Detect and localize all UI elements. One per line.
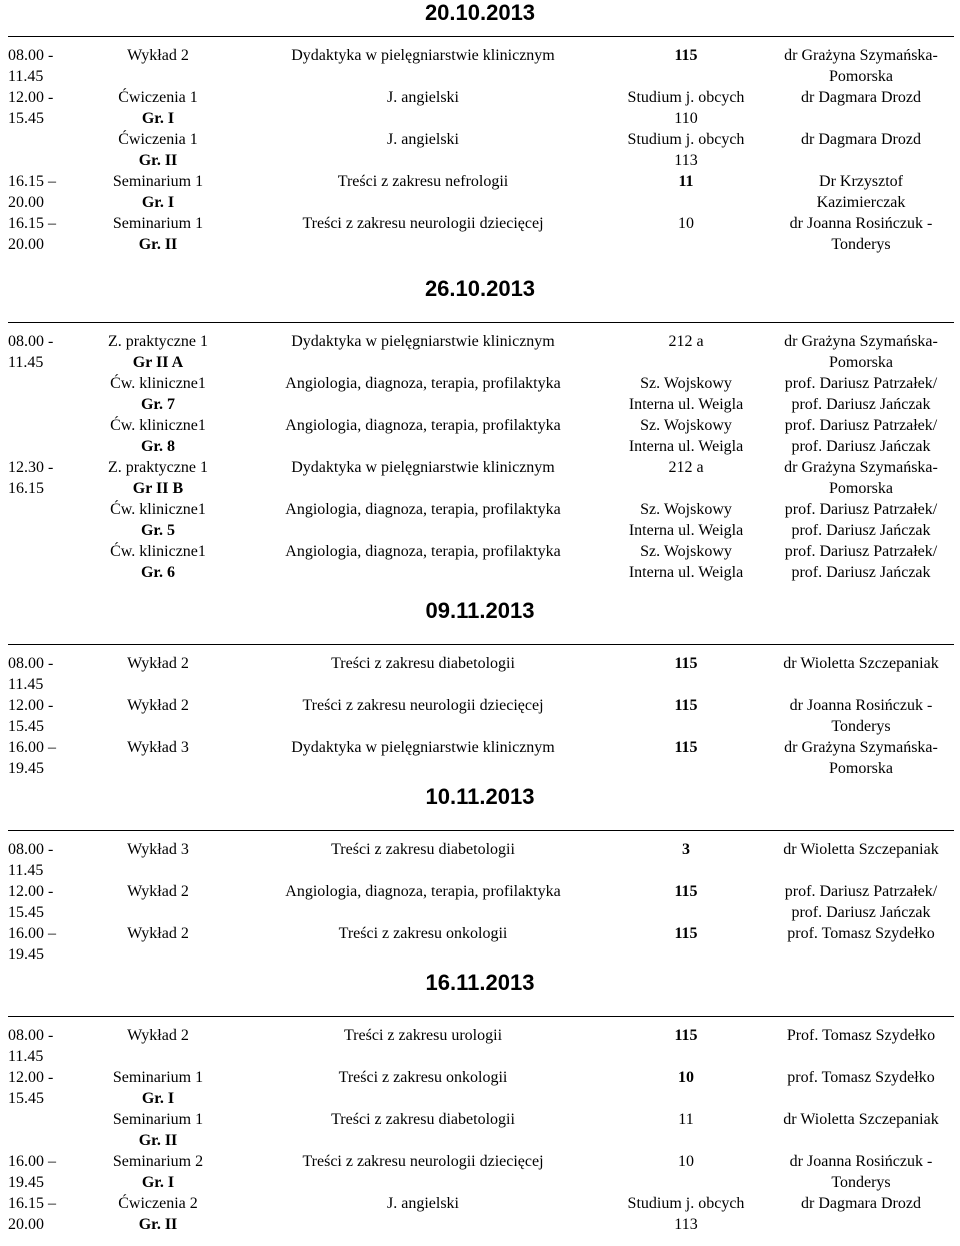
class-type-cell	[88, 1151, 228, 1193]
class-type-cell-line: Z. praktyczne 1	[108, 459, 208, 476]
room-cell	[606, 457, 766, 478]
subject-cell: Treści z zakresu diabetologii	[331, 1111, 515, 1128]
teacher-cell-line: prof. Tomasz Szydełko	[787, 925, 935, 942]
class-type-cell	[88, 171, 228, 213]
subject-cell: Treści z zakresu neurologii dziecięcej	[302, 697, 544, 714]
teacher-cell	[766, 45, 956, 87]
time-cell-line: 16.00 –	[8, 925, 56, 942]
room-cell-line: 10	[678, 215, 694, 232]
room-cell-line: 3	[682, 841, 690, 858]
teacher-cell-line: Pomorska	[829, 480, 893, 497]
teacher-cell	[766, 1151, 956, 1193]
class-type-cell	[88, 331, 228, 373]
room-cell	[606, 541, 766, 583]
time-cell	[8, 213, 78, 255]
subject-cell: Treści z zakresu diabetologii	[331, 655, 515, 672]
date-heading: 20.10.2013	[424, 0, 536, 25]
schedule-block	[8, 36, 954, 253]
teacher-cell	[766, 129, 956, 150]
teacher-cell	[766, 1067, 956, 1088]
teacher-cell-line: prof. Dariusz Jańczak	[791, 522, 931, 539]
class-type-cell-line: Wykład 2	[127, 883, 189, 900]
class-type-cell-line: Gr. I	[141, 110, 175, 127]
room-cell-line: 110	[674, 110, 698, 127]
class-type-cell	[88, 923, 228, 944]
teacher-cell	[766, 1109, 956, 1130]
teacher-cell-line: dr Wioletta Szczepaniak	[783, 655, 939, 672]
teacher-cell-line: dr Joanna Rosińczuk -	[789, 1153, 933, 1170]
time-cell-line: 08.00 -	[8, 655, 54, 672]
room-cell	[606, 1067, 766, 1088]
subject-cell: Angiologia, diagnoza, terapia, profilaktyka	[285, 883, 561, 900]
teacher-cell-line: Tonderys	[831, 236, 891, 253]
teacher-cell-line: Prof. Tomasz Szydełko	[786, 1027, 936, 1044]
room-cell-line: 212 a	[668, 333, 704, 350]
room-cell-line: Interna ul. Weigla	[628, 438, 744, 455]
room-cell	[606, 1025, 766, 1046]
class-type-cell	[88, 839, 228, 860]
time-cell-line: 20.00	[8, 194, 44, 211]
room-cell-line: 10	[678, 1069, 694, 1086]
time-cell	[8, 1025, 78, 1067]
room-cell-line: 115	[674, 655, 698, 672]
teacher-cell-line: dr Grażyna Szymańska-	[784, 459, 938, 476]
schedule-block	[8, 644, 954, 777]
teacher-cell-line: prof. Dariusz Patrzałek/	[784, 417, 938, 434]
class-type-cell-line: Wykład 3	[127, 841, 189, 858]
class-type-cell-line: Seminarium 1	[112, 173, 204, 190]
room-cell-line: 115	[674, 739, 698, 756]
subject-cell: Dydaktyka w pielęgniarstwie klinicznym	[291, 47, 555, 64]
subject-cell: Dydaktyka w pielęgniarstwie klinicznym	[291, 333, 555, 350]
time-cell-line: 15.45	[8, 110, 44, 127]
room-cell-line: 115	[674, 697, 698, 714]
class-type-cell-line: Ćwiczenia 2	[118, 1195, 198, 1212]
time-cell-line: 11.45	[8, 676, 44, 693]
date-heading: 26.10.2013	[424, 276, 536, 301]
teacher-cell	[766, 171, 956, 213]
class-type-cell-line: Wykład 2	[127, 655, 189, 672]
time-cell-line: 11.45	[8, 862, 44, 879]
teacher-cell-line: prof. Dariusz Jańczak	[791, 904, 931, 921]
time-cell	[8, 331, 78, 373]
teacher-cell-line: prof. Tomasz Szydełko	[787, 1069, 935, 1086]
room-cell	[606, 1193, 766, 1235]
teacher-cell-line: prof. Dariusz Patrzałek/	[784, 543, 938, 560]
room-cell	[606, 171, 766, 192]
time-cell-line: 19.45	[8, 946, 44, 963]
room-cell	[606, 653, 766, 674]
time-cell	[8, 171, 78, 213]
time-cell	[8, 839, 78, 881]
time-cell-line: 16.00 –	[8, 1153, 56, 1170]
room-cell-line: Studium j. obcych	[627, 1195, 745, 1212]
class-type-cell-line: Ćw. kliniczne1	[110, 375, 206, 392]
room-cell-line: Sz. Wojskowy	[640, 501, 732, 518]
class-type-cell-line: Gr. I	[141, 194, 175, 211]
class-type-cell	[88, 415, 228, 457]
time-cell	[8, 457, 78, 499]
teacher-cell-line: dr Joanna Rosińczuk -	[789, 697, 933, 714]
teacher-cell-line: prof. Dariusz Patrzałek/	[784, 501, 938, 518]
time-cell-line: 08.00 -	[8, 841, 54, 858]
teacher-cell	[766, 653, 956, 674]
class-type-cell	[88, 1067, 228, 1109]
class-type-cell-line: Gr. 7	[140, 396, 176, 413]
subject-cell: Dydaktyka w pielęgniarstwie klinicznym	[291, 459, 555, 476]
time-cell-line: 12.00 -	[8, 1069, 54, 1086]
room-cell-line: 212 a	[668, 459, 704, 476]
class-type-cell-line: Wykład 3	[127, 739, 189, 756]
class-type-cell-line: Gr. 6	[140, 564, 176, 581]
class-type-cell-line: Wykład 2	[127, 925, 189, 942]
teacher-cell	[766, 415, 956, 457]
schedule-block	[8, 322, 954, 581]
time-cell	[8, 1151, 78, 1193]
teacher-cell	[766, 457, 956, 499]
time-cell-line: 15.45	[8, 904, 44, 921]
teacher-cell-line: prof. Dariusz Jańczak	[791, 564, 931, 581]
subject-cell: Treści z zakresu neurologii dziecięcej	[302, 215, 544, 232]
class-type-cell	[88, 129, 228, 171]
room-cell	[606, 499, 766, 541]
time-cell	[8, 923, 78, 965]
room-cell-line: 11	[678, 173, 694, 190]
teacher-cell-line: dr Grażyna Szymańska-	[784, 739, 938, 756]
time-cell-line: 15.45	[8, 718, 44, 735]
class-type-cell	[88, 45, 228, 66]
date-heading: 10.11.2013	[425, 784, 535, 809]
class-type-cell	[88, 695, 228, 716]
schedule-block	[8, 1016, 954, 1233]
class-type-cell	[88, 87, 228, 129]
time-cell-line: 16.15 –	[8, 1195, 56, 1212]
teacher-cell-line: prof. Dariusz Patrzałek/	[784, 375, 938, 392]
teacher-cell-line: Pomorska	[829, 354, 893, 371]
time-cell-line: 11.45	[8, 1048, 44, 1065]
class-type-cell-line: Gr II B	[132, 480, 184, 497]
class-type-cell	[88, 541, 228, 583]
room-cell	[606, 881, 766, 902]
room-cell-line: 115	[674, 1027, 698, 1044]
teacher-cell-line: Pomorska	[829, 760, 893, 777]
room-cell	[606, 373, 766, 415]
teacher-cell	[766, 213, 956, 255]
class-type-cell-line: Gr. I	[141, 1174, 175, 1191]
class-type-cell	[88, 1193, 228, 1235]
class-type-cell-line: Seminarium 1	[112, 1069, 204, 1086]
class-type-cell-line: Wykład 2	[127, 1027, 189, 1044]
time-cell	[8, 653, 78, 695]
class-type-cell-line: Seminarium 2	[112, 1153, 204, 1170]
date-heading: 09.11.2013	[425, 598, 535, 623]
teacher-cell	[766, 541, 956, 583]
class-type-cell-line: Ćwiczenia 1	[118, 89, 198, 106]
subject-cell: Treści z zakresu diabetologii	[331, 841, 515, 858]
subject-cell: Treści z zakresu nefrologii	[337, 173, 509, 190]
time-cell-line: 11.45	[8, 68, 44, 85]
room-cell-line: 10	[678, 1153, 694, 1170]
room-cell-line: Studium j. obcych	[627, 89, 745, 106]
subject-cell: J. angielski	[387, 1195, 459, 1212]
room-cell-line: Sz. Wojskowy	[640, 543, 732, 560]
time-cell-line: 20.00	[8, 236, 44, 253]
room-cell-line: Interna ul. Weigla	[628, 522, 744, 539]
room-cell-line: Sz. Wojskowy	[640, 417, 732, 434]
teacher-cell	[766, 881, 956, 923]
teacher-cell	[766, 1025, 956, 1046]
room-cell-line: Studium j. obcych	[627, 131, 745, 148]
time-cell-line: 08.00 -	[8, 333, 54, 350]
class-type-cell-line: Seminarium 1	[112, 215, 204, 232]
room-cell-line: 115	[674, 47, 698, 64]
teacher-cell	[766, 499, 956, 541]
time-cell	[8, 1067, 78, 1109]
teacher-cell-line: dr Grażyna Szymańska-	[784, 333, 938, 350]
teacher-cell	[766, 331, 956, 373]
class-type-cell-line: Ćwiczenia 1	[118, 131, 198, 148]
room-cell	[606, 923, 766, 944]
room-cell-line: Interna ul. Weigla	[628, 396, 744, 413]
room-cell	[606, 1109, 766, 1130]
time-cell-line: 16.00 –	[8, 739, 56, 756]
time-cell	[8, 737, 78, 779]
teacher-cell-line: prof. Dariusz Patrzałek/	[784, 883, 938, 900]
subject-cell: Dydaktyka w pielęgniarstwie klinicznym	[291, 739, 555, 756]
subject-cell: Treści z zakresu onkologii	[338, 1069, 508, 1086]
teacher-cell	[766, 87, 956, 108]
subject-cell: Treści z zakresu neurologii dziecięcej	[302, 1153, 544, 1170]
time-cell-line: 20.00	[8, 1216, 44, 1233]
room-cell	[606, 45, 766, 66]
class-type-cell	[88, 1025, 228, 1046]
class-type-cell	[88, 499, 228, 541]
subject-cell: Angiologia, diagnoza, terapia, profilaktyka	[285, 501, 561, 518]
room-cell-line: Sz. Wojskowy	[640, 375, 732, 392]
class-type-cell-line: Gr. II	[138, 1132, 178, 1149]
subject-cell: Treści z zakresu urologii	[343, 1027, 503, 1044]
time-cell-line: 12.00 -	[8, 697, 54, 714]
class-type-cell-line: Ćw. kliniczne1	[110, 417, 206, 434]
class-type-cell-line: Gr. II	[138, 236, 178, 253]
teacher-cell-line: dr Wioletta Szczepaniak	[783, 841, 939, 858]
class-type-cell-line: Gr. II	[138, 152, 178, 169]
teacher-cell	[766, 373, 956, 415]
class-type-cell	[88, 737, 228, 758]
class-type-cell	[88, 653, 228, 674]
room-cell-line: 113	[674, 1216, 698, 1233]
teacher-cell-line: Tonderys	[831, 1174, 891, 1191]
room-cell	[606, 129, 766, 171]
teacher-cell-line: dr Joanna Rosińczuk -	[789, 215, 933, 232]
room-cell-line: Interna ul. Weigla	[628, 564, 744, 581]
class-type-cell-line: Wykład 2	[127, 697, 189, 714]
room-cell	[606, 839, 766, 860]
time-cell-line: 19.45	[8, 1174, 44, 1191]
class-type-cell	[88, 881, 228, 902]
time-cell-line: 19.45	[8, 760, 44, 777]
teacher-cell	[766, 695, 956, 737]
teacher-cell	[766, 839, 956, 860]
time-cell	[8, 45, 78, 87]
time-cell-line: 11.45	[8, 354, 44, 371]
class-type-cell	[88, 1109, 228, 1151]
teacher-cell-line: Tonderys	[831, 718, 891, 735]
room-cell-line: 11	[678, 1111, 694, 1128]
time-cell-line: 16.15	[8, 480, 44, 497]
class-type-cell-line: Gr. I	[141, 1090, 175, 1107]
room-cell	[606, 737, 766, 758]
teacher-cell	[766, 1193, 956, 1214]
class-type-cell	[88, 213, 228, 255]
time-cell-line: 08.00 -	[8, 1027, 54, 1044]
time-cell-line: 16.15 –	[8, 173, 56, 190]
room-cell-line: 115	[674, 925, 698, 942]
time-cell-line: 08.00 -	[8, 47, 54, 64]
class-type-cell-line: Wykład 2	[127, 47, 189, 64]
time-cell-line: 12.00 -	[8, 883, 54, 900]
subject-cell: J. angielski	[387, 131, 459, 148]
room-cell	[606, 1151, 766, 1172]
class-type-cell-line: Ćw. kliniczne1	[110, 543, 206, 560]
time-cell	[8, 87, 78, 129]
class-type-cell-line: Gr. 5	[140, 522, 176, 539]
teacher-cell-line: dr Dagmara Drozd	[801, 89, 921, 106]
teacher-cell-line: Pomorska	[829, 68, 893, 85]
teacher-cell-line: dr Wioletta Szczepaniak	[783, 1111, 939, 1128]
class-type-cell-line: Gr. II	[138, 1216, 178, 1233]
time-cell	[8, 1193, 78, 1235]
time-cell-line: 12.30 -	[8, 459, 54, 476]
class-type-cell-line: Gr II A	[132, 354, 184, 371]
teacher-cell	[766, 923, 956, 944]
room-cell	[606, 695, 766, 716]
subject-cell: Treści z zakresu onkologii	[338, 925, 508, 942]
room-cell	[606, 87, 766, 129]
subject-cell: Angiologia, diagnoza, terapia, profilaktyka	[285, 417, 561, 434]
room-cell	[606, 331, 766, 352]
teacher-cell	[766, 737, 956, 779]
room-cell-line: 115	[674, 883, 698, 900]
subject-cell: Angiologia, diagnoza, terapia, profilaktyka	[285, 375, 561, 392]
time-cell	[8, 695, 78, 737]
class-type-cell-line: Ćw. kliniczne1	[110, 501, 206, 518]
schedule-block	[8, 830, 954, 963]
room-cell	[606, 415, 766, 457]
time-cell-line: 12.00 -	[8, 89, 54, 106]
class-type-cell-line: Gr. 8	[140, 438, 176, 455]
subject-cell: J. angielski	[387, 89, 459, 106]
teacher-cell-line: prof. Dariusz Jańczak	[791, 396, 931, 413]
teacher-cell-line: Dr Krzysztof	[819, 173, 903, 190]
class-type-cell-line: Z. praktyczne 1	[108, 333, 208, 350]
teacher-cell-line: dr Dagmara Drozd	[801, 131, 921, 148]
teacher-cell-line: dr Dagmara Drozd	[801, 1195, 921, 1212]
teacher-cell-line: dr Grażyna Szymańska-	[784, 47, 938, 64]
class-type-cell	[88, 457, 228, 499]
class-type-cell	[88, 373, 228, 415]
date-heading: 16.11.2013	[425, 970, 535, 995]
room-cell-line: 113	[674, 152, 698, 169]
time-cell-line: 15.45	[8, 1090, 44, 1107]
time-cell	[8, 881, 78, 923]
room-cell	[606, 213, 766, 234]
teacher-cell-line: prof. Dariusz Jańczak	[791, 438, 931, 455]
subject-cell: Angiologia, diagnoza, terapia, profilaktyka	[285, 543, 561, 560]
class-type-cell-line: Seminarium 1	[112, 1111, 204, 1128]
time-cell-line: 16.15 –	[8, 215, 56, 232]
teacher-cell-line: Kazimierczak	[816, 194, 906, 211]
